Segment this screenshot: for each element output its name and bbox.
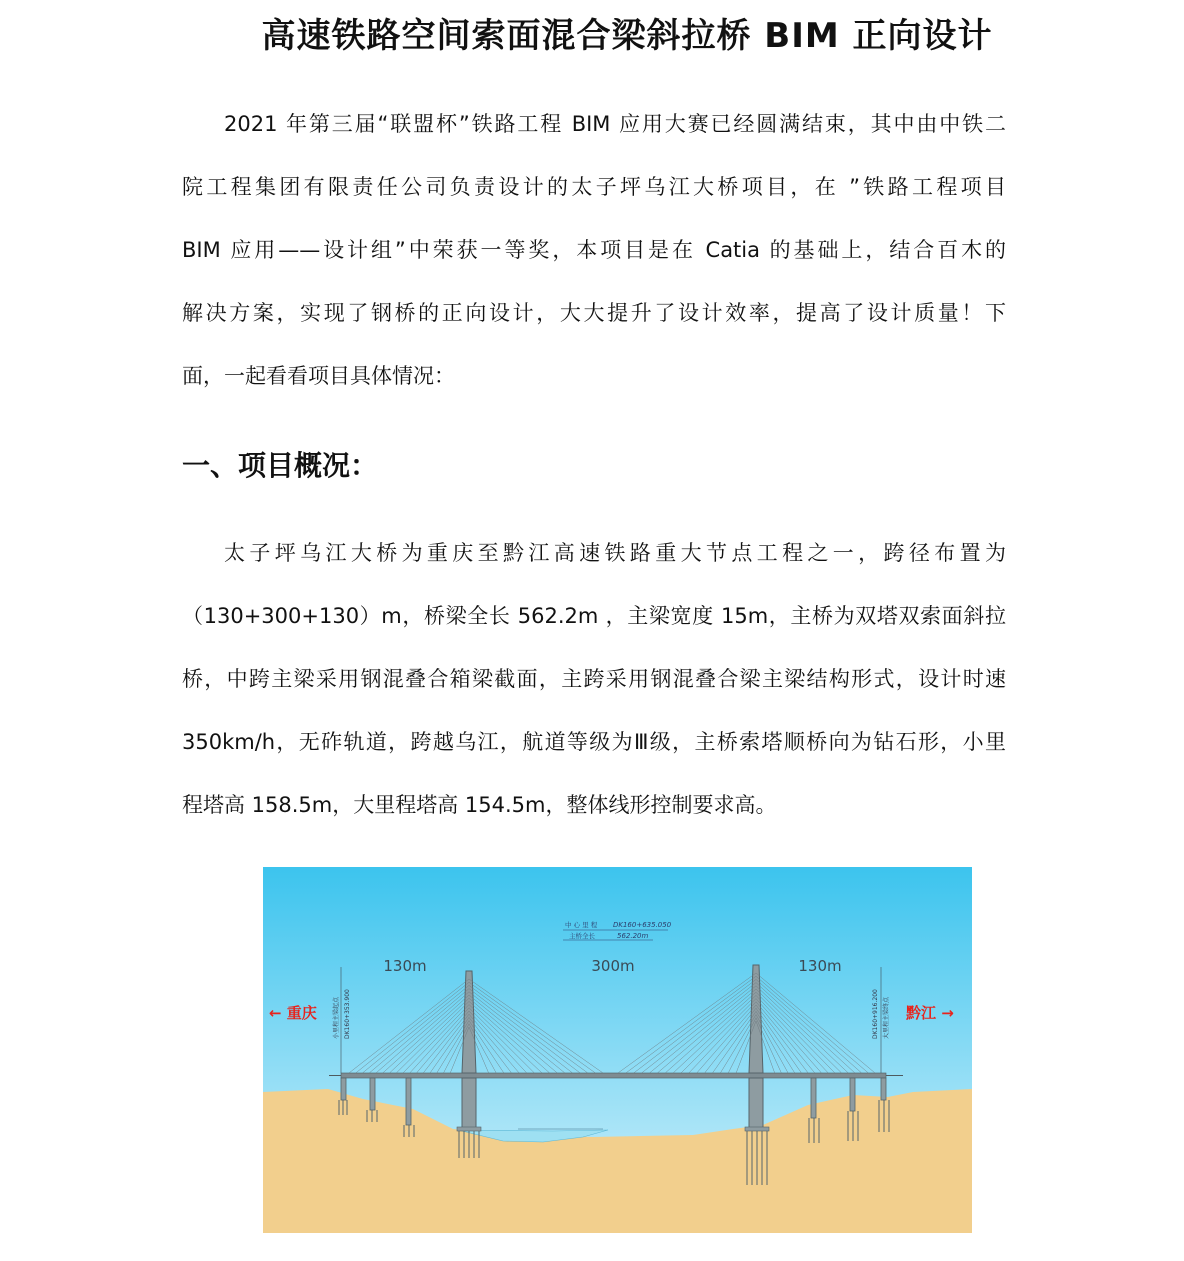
main-girder — [341, 1073, 886, 1078]
intro-paragraph — [182, 93, 1006, 408]
bridge-elevation-drawing — [263, 867, 972, 1233]
left-abutment-caption: 小里程主梁起点 — [333, 996, 340, 1039]
intro-line: 院工程集团有限责任公司负责设计的太子坪乌江大桥项目，在 ”铁路工程项目 — [182, 175, 1006, 199]
section-heading: 一、项目概况： — [182, 449, 379, 482]
left-city-label: ← 重庆 — [269, 1004, 317, 1022]
intro-line: 面，一起看看项目具体情况： — [182, 364, 455, 388]
right-city-label: 黔江 → — [906, 1004, 954, 1022]
overview-line: 350km/h，无砟轨道，跨越乌江，航道等级为Ⅲ级，主桥索塔顺桥向为钻石形，小里 — [182, 730, 1006, 754]
overview-paragraph — [182, 522, 1006, 837]
total-length-value: 562.20m — [617, 932, 649, 940]
overview-line: （130+300+130）m，桥梁全长 562.2m ，主梁宽度 15m，主桥为双塔双索面斜拉 — [182, 604, 1006, 628]
right-abutment-caption: 大里程主梁终点 — [883, 996, 890, 1039]
center-mileage-value: DK160+635.050 — [613, 921, 672, 929]
center-mileage-label: 中 心 里 程 — [565, 921, 598, 929]
intro-line: BIM 应用——设计组”中荣获一等奖，本项目是在 Catia 的基础上，结合百木的 — [182, 238, 1006, 262]
left-abutment-label: DK160+353.900 — [344, 989, 351, 1039]
overview-line: 桥，中跨主梁采用钢混叠合箱梁截面，主跨采用钢混叠合梁主梁结构形式，设计时速 — [182, 667, 1006, 691]
bridge-elevation-figure — [263, 867, 972, 1233]
span-main-label: 300m — [591, 957, 635, 975]
span-right-label: 130m — [798, 957, 842, 975]
span-left-label: 130m — [383, 957, 427, 975]
intro-line: 2021 年第三届“联盟杯”铁路工程 BIM 应用大赛已经圆满结束，其中由中铁二 — [224, 112, 1006, 136]
intro-line: 解决方案，实现了钢桥的正向设计，大大提升了设计效率，提高了设计质量！下 — [182, 301, 1006, 325]
right-abutment-label: DK160+916.200 — [872, 989, 879, 1039]
overview-line: 程塔高 158.5m，大里程塔高 154.5m，整体线形控制要求高。 — [182, 793, 777, 817]
total-length-label: 主桥全长 — [569, 932, 595, 940]
document-title: 高速铁路空间索面混合梁斜拉桥 BIM 正向设计 — [261, 16, 993, 56]
overview-line: 太子坪乌江大桥为重庆至黔江高速铁路重大节点工程之一，跨径布置为 — [224, 541, 1006, 565]
